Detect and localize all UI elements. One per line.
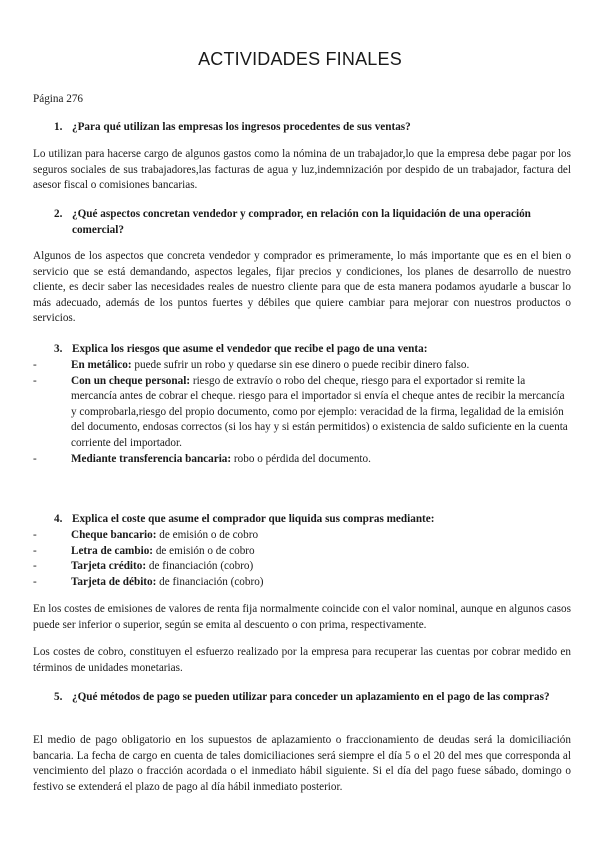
answer-4-paragraph-2: Los costes de cobro, constituyen el esfuerzo realizado por la empresa para recuperar las cuentas por cobrar medido en términos de unidades monetarias. xyxy=(33,646,571,674)
question-number: 4. xyxy=(54,513,63,525)
item-text: de financiación (cobro) xyxy=(156,575,264,588)
question-text: ¿Para qué utilizan las empresas los ingresos procedentes de sus ventas? xyxy=(72,121,411,133)
item-label: Cheque bancario: xyxy=(71,529,157,541)
answer-4-paragraph-1: En los costes de emisiones de valores de renta fija normalmente coincide con el valor nominal, aunque en algunos casos puede ser inferior o superior, según se emita al descuento o con prima, respectivamente. xyxy=(33,603,571,631)
list-item: - Letra de cambio: de emisión o de cobro xyxy=(33,544,255,557)
item-text: riesgo de extravío o robo del cheque, riesgo para el exportador si remite la mercancía antes de cobrar el cheque. riesgo para el importador si envía el cheque antes de recibir la mercancía y comprobarla,riesgo del propio documento, como por ejemplo: veracidad de la firma, legalidad de la emisión del documento, endosas correctos (si los hay y si están permitidos) o existencia de saldo suficiente en la cuenta corriente del importador. xyxy=(71,374,568,449)
item-text: puede sufrir un robo y quedarse sin ese dinero o puede recibir dinero falso. xyxy=(131,359,470,371)
item-label: Con un cheque personal: xyxy=(71,374,191,387)
list-item: - En metálico: puede sufrir un robo y quedarse sin ese dinero o puede recibir dinero falso. xyxy=(33,359,470,371)
list-item: - Tarjeta crédito: de financiación (cobro) xyxy=(33,560,254,573)
question-1 xyxy=(54,120,574,136)
question-3 xyxy=(54,342,574,358)
item-text: de emisión o de cobro xyxy=(156,529,259,541)
item-label: Tarjeta crédito: xyxy=(71,560,147,573)
question-text: ¿Qué métodos de pago se pueden utilizar para conceder un aplazamiento en el pago de las compras? xyxy=(72,691,550,703)
question-2 xyxy=(54,207,574,238)
page-reference: Página 276 xyxy=(33,93,84,105)
question-text: ¿Qué aspectos concretan vendedor y comprador, en relación con la liquidación de una operación comercial? xyxy=(72,208,531,236)
question-number: 1. xyxy=(54,121,63,133)
risk-list xyxy=(33,358,571,467)
answer-2: Algunos de los aspectos que concreta vendedor y comprador es primeramente, lo más importante que es en el bien o servicio que se está demandando, aspectos legales, fijar precios y condiciones, los planes de desarrollo de nuestro cliente, es decir saber las necesidades reales de nuestro cliente para que de esta manera podamos ayudarle a buscar lo más adecuado, además de los puntos fuertes y débiles que quiere cambiar para mejorar con nuestros productos o servicios. xyxy=(33,250,571,325)
list-item: - Mediante transferencia bancaria: robo o pérdida del documento. xyxy=(33,452,371,465)
question-4 xyxy=(54,512,574,528)
item-text: de emisión o de cobro xyxy=(153,544,255,557)
question-text: Explica los riesgos que asume el vendedor que recibe el pago de una venta: xyxy=(72,343,428,355)
item-text: de financiación (cobro) xyxy=(146,560,254,573)
answer-1: Lo utilizan para hacerse cargo de algunos gastos como la nómina de un trabajador,lo que la empresa debe pagar por los seguros sociales de sus trabajadores,las facturas de agua y luz,indemnización por despido de un trabajador, factura del asesor fiscal o comisiones bancarias. xyxy=(33,148,571,192)
item-text: robo o pérdida del documento. xyxy=(231,452,371,465)
list-item: - Con un cheque personal: riesgo de extravío o robo del cheque, riesgo para el exportador si remite la mercancía antes de cobrar el cheque. riesgo para el importador si envía el cheque antes de recibir la mercancía y comprobarla,riesgo del propio documento, como por ejemplo: veracidad de la firma, legalidad de la emisión del documento, endosas correctos (si los hay y si están permitidos) o existencia de saldo suficiente en la cuenta corriente del importador. xyxy=(33,374,568,449)
item-label: Letra de cambio: xyxy=(71,544,154,557)
list-item: - Tarjeta de débito: de financiación (cobro) xyxy=(33,575,264,588)
question-number: 3. xyxy=(54,343,63,355)
list-item: - Cheque bancario: de emisión o de cobro xyxy=(33,529,259,541)
item-label: Tarjeta de débito: xyxy=(71,575,157,588)
answer-5: El medio de pago obligatorio en los supuestos de aplazamiento o fraccionamiento de deudas será la domiciliación bancaria. La fecha de cargo en cuenta de tales domiciliaciones será siempre el día 5 o el 20 del mes que corresponda al vencimiento del plazo o fracción acordada o el inmediato hábil siguiente. Si el día del pago fuese sábado, domingo o festivo se extenderá el plazo de pago al día hábil inmediato posterior. xyxy=(33,734,571,793)
question-number: 2. xyxy=(54,208,63,220)
question-text: Explica el coste que asume el comprador que liquida sus compras mediante: xyxy=(72,513,435,525)
cost-list xyxy=(33,528,571,590)
page-title: ACTIVIDADES FINALES xyxy=(198,49,402,69)
question-5 xyxy=(54,690,574,706)
item-label: En metálico: xyxy=(71,359,132,371)
question-number: 5. xyxy=(54,691,63,703)
item-label: Mediante transferencia bancaria: xyxy=(71,452,232,465)
